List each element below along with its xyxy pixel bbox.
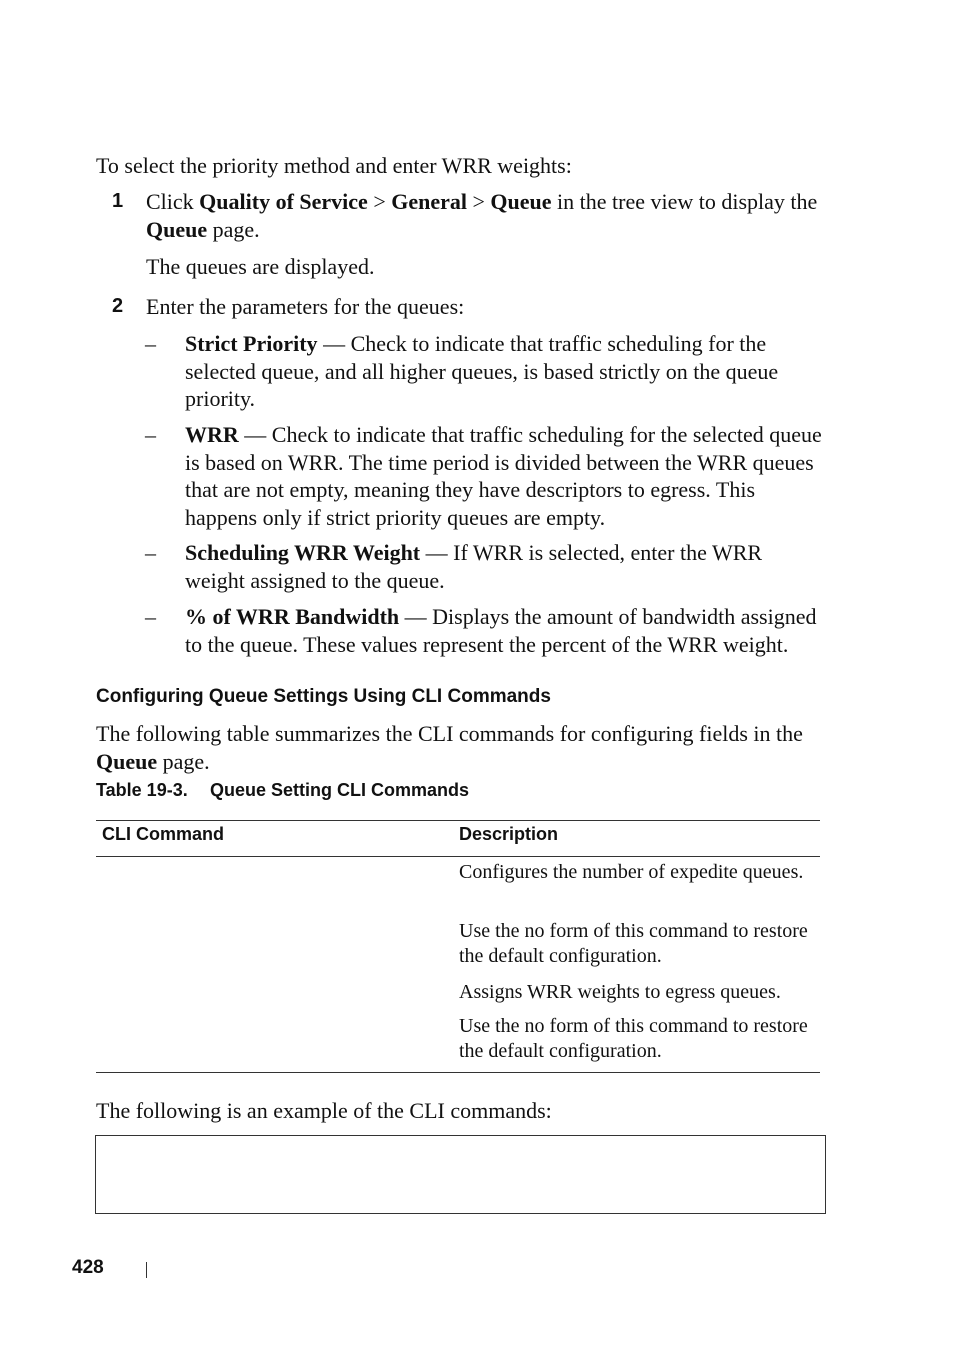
step-2-text: Enter the parameters for the queues:: [146, 294, 465, 319]
table-cell-description: Use the no form of this command to restore the default configuration.: [459, 920, 808, 967]
column-header-description: Description: [459, 824, 559, 844]
menu-path-general: General: [391, 189, 467, 214]
bullet-dash: –: [145, 540, 156, 565]
page-name-queue: Queue: [146, 216, 208, 242]
table-caption-title: Queue Setting CLI Commands: [210, 780, 470, 800]
column-header-cli-command: CLI Command: [102, 824, 225, 844]
table-cell-description: Assigns WRR weights to egress queues.: [459, 981, 781, 1003]
example-intro-text: The following is an example of the CLI commands:: [96, 1098, 552, 1123]
bullet-wrr-bandwidth: % of WRR Bandwidth — Displays the amount of bandwidth assigned to the queue. These values represent the percent of the WRR weight.: [185, 604, 817, 657]
bullet-term: % of WRR Bandwidth: [185, 604, 400, 629]
step-1-text: Click Quality of Service > General > Queue in the tree view to display the Queue page.: [146, 189, 818, 242]
footer-divider: [146, 1262, 147, 1278]
menu-path-queue: Queue: [490, 189, 552, 214]
table-caption: [96, 780, 469, 801]
page-number: 428: [72, 1257, 104, 1278]
code-example-box: [95, 1135, 826, 1214]
step-number-2: 2: [112, 295, 124, 317]
bullet-strict-priority: Strict Priority — Check to indicate that traffic scheduling for the selected queue, and all higher queues, is based strictly on the queue priority.: [185, 331, 779, 411]
bullet-scheduling-wrr-weight: Scheduling WRR Weight — If WRR is selected, enter the WRR weight assigned to the queue.: [185, 540, 763, 593]
table-top-rule: [96, 820, 820, 821]
table-bottom-rule: [96, 1072, 820, 1073]
bullet-term: Scheduling WRR Weight: [185, 540, 421, 565]
step-1-result: The queues are displayed.: [146, 254, 375, 279]
section-heading: Configuring Queue Settings Using CLI Commands: [96, 686, 551, 707]
table-cell-description: Configures the number of expedite queues.: [459, 861, 804, 883]
bullet-dash: –: [145, 331, 156, 356]
table-cell-description: Use the no form of this command to restore the default configuration.: [459, 1015, 808, 1062]
bullet-wrr: WRR — Check to indicate that traffic scheduling for the selected queue is based on WRR. The time period is divided between the WRR queues that are not empty, meaning they have descriptors to egress. This happens only if strict priority queues are empty.: [185, 422, 822, 530]
table-intro-text: The following table summarizes the CLI commands for configuring fields in the Queue page.: [96, 721, 803, 774]
menu-path-quality-of-service: Quality of Service: [199, 189, 368, 214]
bullet-term: Strict Priority: [185, 331, 318, 356]
bullet-dash: –: [145, 422, 156, 447]
table-header-rule: [96, 856, 820, 857]
step-number-1: 1: [112, 190, 124, 212]
page-name-queue: Queue: [96, 748, 158, 774]
intro-text: To select the priority method and enter WRR weights:: [96, 153, 572, 178]
bullet-term: WRR: [185, 422, 239, 447]
table-caption-number: Table 19-3.: [96, 780, 188, 800]
bullet-dash: –: [145, 604, 156, 629]
